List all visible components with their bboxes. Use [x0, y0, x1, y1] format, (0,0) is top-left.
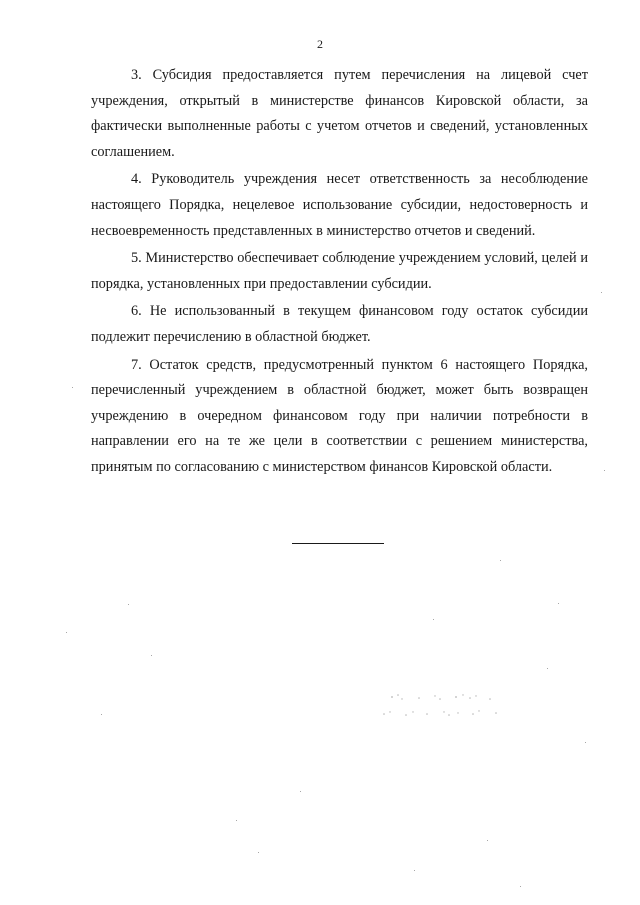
scan-speck — [300, 791, 301, 792]
page-number: 2 — [317, 37, 323, 51]
scan-speck — [547, 668, 548, 669]
scan-speck — [414, 870, 415, 871]
scan-speck — [236, 820, 237, 821]
end-separator-line — [292, 543, 384, 544]
scan-speck — [520, 886, 521, 887]
scan-speck — [433, 619, 434, 620]
scan-speck — [258, 852, 259, 853]
scan-speck — [128, 604, 129, 605]
scan-speck — [72, 387, 73, 388]
scan-speck — [101, 714, 102, 715]
paragraph-7: 7. Остаток средств, предусмотренный пунктом 6 настоящего Порядка, перечисленный учреждением в областной бюджет, может быть возвращен учреждению в очередном финансовом году при наличии потребности в направлении его на те же цели в соответствии с решением министерства, принятым по согласованию с министерством финансов Кировской области. — [91, 356, 588, 475]
scan-speck — [601, 292, 602, 293]
scan-speck — [151, 655, 152, 656]
paragraph-5: 5. Министерство обеспечивает соблюдение учреждением условий, целей и порядка, установленных при предоставлении субсидии. — [91, 250, 588, 292]
paragraph-3: 3. Субсидия предоставляется путем перечисления на лицевой счет учреждения, открытый в министерстве финансов Кировской области, за фактически выполненные работы с учетом отчетов и сведений, установленных соглашением. — [91, 67, 588, 160]
paragraph-6: 6. Не использованный в текущем финансовом году остаток субсидии подлежит перечислению в областной бюджет. — [91, 303, 588, 345]
scan-speck — [66, 632, 67, 633]
scan-speck — [585, 742, 586, 743]
scan-speck — [604, 470, 605, 471]
scan-speck — [500, 560, 501, 561]
paragraph-4: 4. Руководитель учреждения несет ответственность за несоблюдение настоящего Порядка, нецелевое использование субсидии, недостоверность и несвоевременность представленных в министерство отчетов и сведений. — [91, 171, 588, 239]
scan-speck — [558, 603, 559, 604]
scan-speck — [487, 840, 488, 841]
document-body — [91, 63, 588, 483]
faint-stamp-smudge — [378, 690, 508, 724]
